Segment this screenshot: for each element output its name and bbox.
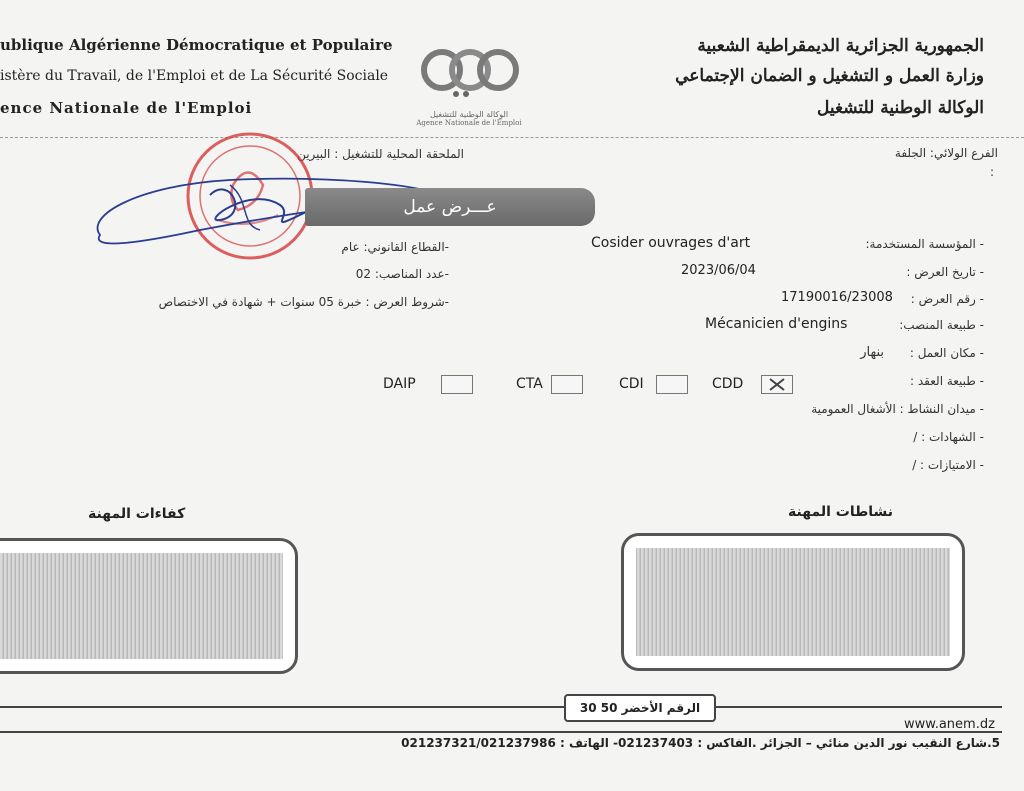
checked-mark-icon — [762, 376, 792, 393]
footer-divider — [0, 731, 1002, 733]
header-ar-republic: الجمهورية الجزائرية الديمقراطية الشعبية — [697, 36, 984, 56]
job-label: - طبيعة المنصب: — [899, 318, 984, 332]
contract-type-cta-checkbox[interactable] — [551, 375, 583, 394]
offer-title-banner: عـــرض عمل — [305, 188, 595, 226]
place-value: بنهار — [860, 345, 884, 360]
privileges-field: - الامتيازات : / — [912, 458, 984, 472]
number-label: - رقم العرض : — [910, 292, 984, 306]
footer-line-right — [712, 706, 1002, 708]
website-link[interactable]: www.anem.dz — [904, 717, 995, 732]
header-fr-republic: ublique Algérienne Démocratique et Populaire — [0, 36, 393, 54]
offer-number-value: 17190016/23008 — [781, 290, 893, 305]
diplomas-field: - الشهادات : / — [913, 430, 984, 444]
date-label: - تاريخ العرض : — [906, 265, 984, 279]
competencies-panel — [0, 538, 298, 674]
positions-count: -عدد المناصب: 02 — [355, 267, 449, 281]
contract-label: - طبيعة العقد : — [910, 374, 984, 388]
contract-type-cdd-checkbox[interactable] — [761, 375, 793, 394]
header-fr-agency: ence Nationale de l'Emploi — [0, 99, 253, 117]
header-fr-ministry: istère du Travail, de l'Emploi et de La Sécurité Sociale — [0, 68, 389, 84]
contract-type-cdd-label: CDD — [712, 376, 744, 392]
header-divider — [0, 137, 1024, 138]
logo-french-text: Agence Nationale de l'Emploi — [416, 119, 522, 127]
header-ar-agency: الوكالة الوطنية للتشغيل — [817, 98, 984, 118]
footer-line-left — [0, 706, 564, 708]
logo-arabic-text: الوكالة الوطنية للتشغيل — [429, 110, 509, 119]
competencies-title: كفاءات المهنة — [88, 506, 186, 522]
employer-value: Cosider ouvrages d'art — [591, 235, 751, 251]
header-ar-ministry: وزارة العمل و التشغيل و الضمان الإجتماعي — [675, 66, 984, 86]
date-value: 2023/06/04 — [681, 263, 756, 278]
anem-logo-icon — [404, 36, 534, 106]
contract-type-cdi-label: CDI — [619, 376, 644, 392]
place-label: - مكان العمل : — [909, 346, 984, 360]
green-number-badge: الرقم الأخضر 50 30 — [564, 694, 716, 722]
activities-panel — [621, 533, 965, 671]
branch-office: الفرع الولائي: الجلفة — [894, 146, 998, 160]
contract-type-daip-checkbox[interactable] — [441, 375, 473, 394]
contract-type-cdi-checkbox[interactable] — [656, 375, 688, 394]
activities-title: نشاطات المهنة — [788, 504, 894, 520]
anem-logo — [404, 36, 534, 128]
legal-sector: -القطاع القانوني: عام — [341, 240, 449, 254]
contract-type-cta-label: CTA — [516, 376, 543, 392]
branch-colon: : — [989, 165, 994, 179]
footer-address: 5.شارع النقيب نور الدين منائي – الجزائر .الفاكس : 021237403- الهاتف : 021237321/021237986 — [401, 736, 1000, 750]
activity-field: - ميدان النشاط : الأشغال العمومية — [811, 402, 984, 416]
contract-type-daip-label: DAIP — [383, 376, 416, 392]
job-value: Mécanicien d'engins — [705, 316, 848, 332]
offer-conditions: -شروط العرض : خبرة 05 سنوات + شهادة في الاختصاص — [158, 295, 449, 309]
employer-label: - المؤسسة المستخدمة: — [865, 237, 984, 251]
local-annex: الملحقة المحلية للتشغيل : البيرين — [297, 147, 464, 161]
